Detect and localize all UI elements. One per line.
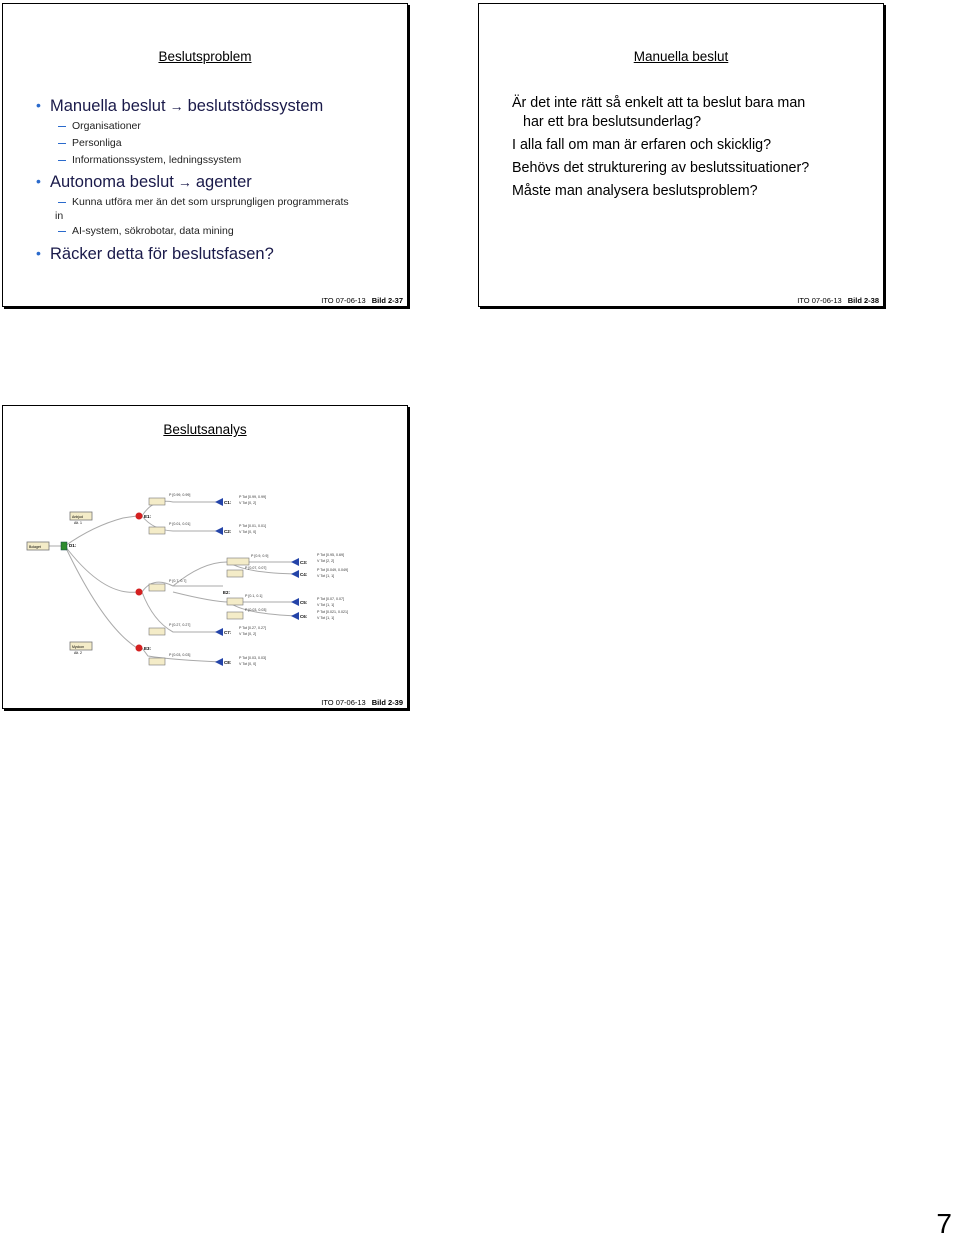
- sub-item-continuation: in: [55, 210, 64, 222]
- sub-item-text: Kunna utföra mer än det som ursprungligen programmerats: [72, 196, 349, 208]
- value-label: V Tot [1, 1]: [317, 603, 335, 607]
- value-label: V Tot [1, 1]: [317, 574, 335, 578]
- dash-icon: [58, 143, 66, 144]
- probability-label: P [0.07, 0.07]: [245, 566, 267, 570]
- consequence-label: C3:: [300, 560, 308, 565]
- slide-beslutsproblem: [2, 3, 408, 307]
- decision-label: D1:: [69, 543, 77, 548]
- value-label: P Tot [0.95, 0.69]: [317, 553, 345, 557]
- slide-beslutsanalys: [2, 405, 408, 709]
- consequence-node: [215, 628, 223, 636]
- value-label: V Tot [1, 1]: [317, 616, 335, 620]
- branch-box: [227, 612, 243, 619]
- arrow-icon: →: [169, 98, 184, 114]
- sub-item-text: Informationssystem, ledningssystem: [72, 154, 242, 166]
- branch-box: [149, 584, 165, 591]
- branch-box: [149, 628, 165, 635]
- value-label: V Tot [0, 0]: [239, 662, 257, 666]
- consequence-label: C4:: [300, 572, 308, 577]
- tree-edge: [65, 546, 137, 648]
- bullet-autonoma-beslut: [50, 173, 252, 192]
- bullet-racker-detta: [50, 245, 274, 264]
- probability-label: P [0.1, 0.1]: [245, 594, 263, 598]
- slide-title: Beslutsanalys: [163, 422, 247, 437]
- consequence-node: [291, 598, 299, 606]
- value-label: V Tot [0, 2]: [239, 632, 257, 636]
- root-box-label: Bolaget: [29, 545, 41, 549]
- branch-box: [149, 658, 165, 665]
- probability-label: P [0.7, 0.7]: [169, 579, 187, 583]
- consequence-node: [291, 612, 299, 620]
- value-label: P Tot [0.049, 0.049]: [317, 568, 349, 572]
- dash-icon: [58, 126, 66, 127]
- decision-tree: [3, 476, 407, 706]
- branch-boxes: [149, 498, 249, 665]
- slide-manuella-beslut: [478, 3, 884, 307]
- value-label: V Tot [2, 2]: [317, 559, 335, 563]
- footer-date: ITO 07-06-13: [321, 698, 366, 707]
- consequence-label: C5:: [300, 600, 308, 605]
- slide-footer: [797, 296, 879, 305]
- value-label: V Tot [0, 2]: [239, 501, 257, 505]
- text-line: Måste man analysera beslutsproblem?: [512, 183, 758, 199]
- slide-title: Manuella beslut: [633, 49, 729, 64]
- footer-slide-number: Bild 2-39: [371, 698, 403, 707]
- alt-value: Alt. 2: [74, 651, 82, 655]
- consequence-label: C8:: [224, 660, 232, 665]
- probability-label: P [0.03, 0.03]: [245, 608, 267, 612]
- sub-item-text: Organisationer: [72, 120, 141, 132]
- value-label: P Tot [0.99, 0.99]: [239, 495, 267, 499]
- dash-icon: [58, 231, 66, 232]
- value-label: V Tot [0, 0]: [239, 530, 257, 534]
- footer-slide-number: Bild 2-38: [847, 296, 879, 305]
- bullet-text: agenter: [195, 173, 252, 191]
- consequence-node: [291, 558, 299, 566]
- footer-slide-number: Bild 2-37: [371, 296, 403, 305]
- branch-box: [227, 570, 243, 577]
- arrow-icon: →: [177, 174, 192, 190]
- consequence-node: [291, 570, 299, 578]
- branch-box: [227, 598, 243, 605]
- consequence-node: [215, 498, 223, 506]
- alt-box-label: Anbjud: [72, 515, 83, 519]
- sub-item: [58, 196, 349, 208]
- value-labels: [239, 495, 348, 666]
- branch-box: [227, 558, 249, 565]
- alt-value: Alt. 1: [74, 521, 82, 525]
- tree-edge: [65, 546, 137, 592]
- probability-label: P [0.03, 0.03]: [169, 653, 191, 657]
- consequence-label: C1:: [224, 500, 232, 505]
- consequence-label: C6:: [300, 614, 308, 619]
- footer-date: ITO 07-06-13: [321, 296, 366, 305]
- value-label: P Tot [0.27, 0.27]: [239, 626, 267, 630]
- event-node: [136, 645, 143, 652]
- slide-title: Beslutsproblem: [158, 49, 252, 64]
- probability-label: P [0.9, 0.9]: [251, 554, 269, 558]
- consequence-label: C7:: [224, 630, 232, 635]
- event-node: [136, 589, 143, 596]
- text-line: Behövs det strukturering av beslutssituationer?: [512, 160, 810, 176]
- text-line: I alla fall om man är erfaren och skicklig?: [512, 137, 772, 153]
- sub-item: [58, 154, 241, 166]
- page-number: 7: [936, 1208, 952, 1239]
- consequence-node: [215, 527, 223, 535]
- footer-date: ITO 07-06-13: [797, 296, 842, 305]
- sub-item-text: Personliga: [72, 137, 122, 149]
- probability-label: P [0.99, 0.99]: [169, 493, 191, 497]
- bullet-text: beslutstödssystem: [187, 97, 324, 115]
- event-label: E3:: [144, 646, 152, 651]
- sub-item: [58, 137, 122, 149]
- dash-icon: [58, 160, 66, 161]
- consequence-node: [215, 658, 223, 666]
- value-label: P Tot [0.03, 0.03]: [239, 656, 267, 660]
- decision-node: [61, 542, 67, 550]
- sub-item: [58, 120, 141, 132]
- text-line: har ett bra beslutsunderlag?: [523, 114, 702, 130]
- dash-icon: [58, 202, 66, 203]
- event-label: E2:: [223, 590, 231, 595]
- text-line: Är det inte rätt så enkelt att ta beslut bara man: [512, 95, 806, 111]
- branch-box: [149, 527, 165, 534]
- sub-item: [58, 225, 234, 237]
- bullet-text: Räcker detta för beslutsfasen?: [50, 245, 274, 263]
- event-node: [136, 513, 143, 520]
- consequence-label: C2:: [224, 529, 232, 534]
- bullet-text: Manuella beslut: [50, 97, 166, 115]
- value-label: P Tot [0.01, 0.01]: [239, 524, 267, 528]
- probability-label: P [0.27, 0.27]: [169, 623, 191, 627]
- bullet-manuella-beslut: [50, 97, 323, 116]
- alt-box-label: Myckon: [72, 645, 85, 649]
- probability-label: P [0.01, 0.01]: [169, 522, 191, 526]
- slide-footer: [321, 296, 403, 305]
- slide-footer: [321, 698, 403, 707]
- sub-item-text: AI-system, sökrobotar, data mining: [72, 225, 234, 237]
- event-label: E1:: [144, 514, 152, 519]
- bullet-text: Autonoma beslut: [50, 173, 174, 191]
- value-label: P Tot [0.021, 0.021]: [317, 610, 349, 614]
- value-label: P Tot [0.07, 0.07]: [317, 597, 345, 601]
- branch-box: [149, 498, 165, 505]
